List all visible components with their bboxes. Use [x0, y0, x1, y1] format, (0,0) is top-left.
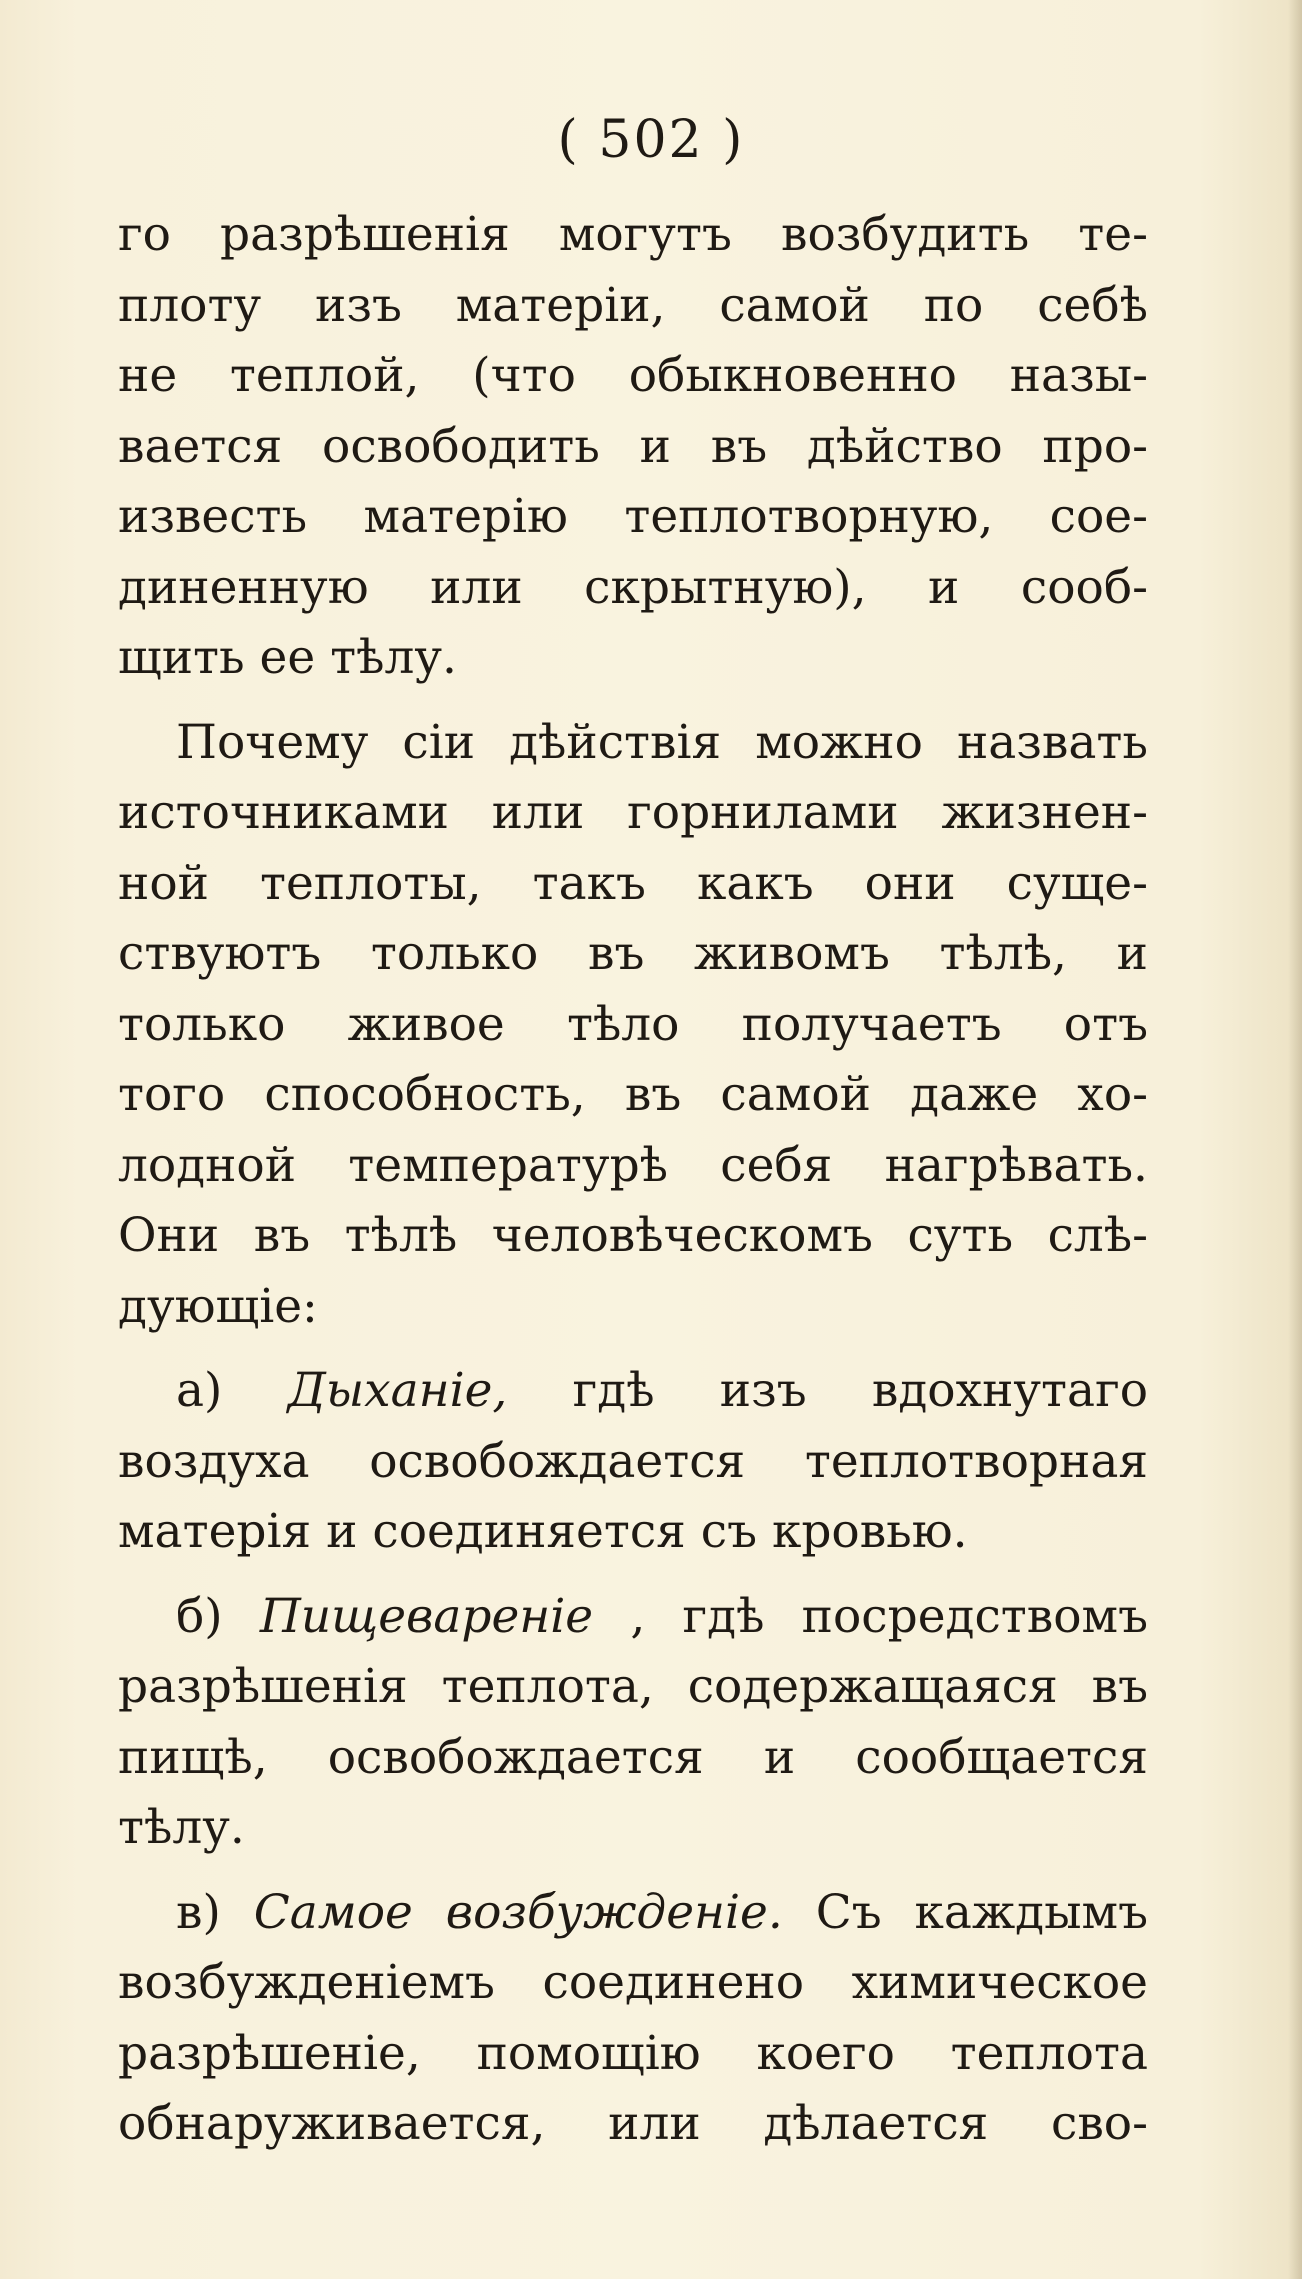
term-samoe-vozbuzhdenie: Самое возбужденіе.	[253, 1884, 783, 1940]
text-line-11: ствуютъ только въ живомъ тѣлѣ, и	[118, 926, 1148, 981]
list-marker-a: а)	[176, 1363, 223, 1418]
text-line-26: разрѣшеніе, помощію коего теплота	[118, 2025, 1148, 2081]
list-marker-c: в)	[176, 1884, 221, 1940]
text-line-3: не теплой, (что обыкновенно назы-	[118, 348, 1148, 403]
term-dykhanie: Дыханіе,	[287, 1363, 508, 1418]
text-line-5: известь матерію теплотворную, сое-	[118, 489, 1148, 544]
paragraph-gap	[118, 694, 1148, 708]
term-pishchevarenie: Пищевареніе	[259, 1588, 594, 1644]
text-line-2: плоту изъ матеріи, самой по себѣ	[118, 277, 1148, 333]
paragraph-gap	[118, 1568, 1148, 1582]
text-line-25: возбужденіемъ соединено химическое	[118, 1955, 1148, 2010]
text-line-14: лодной температурѣ себя нагрѣвать.	[118, 1137, 1148, 1193]
list-item-b	[118, 1582, 1148, 1653]
body-text	[118, 200, 1148, 2160]
text-line-18: воздуха освобождается теплотворная	[118, 1433, 1148, 1489]
text-line-27: обнаруживается, или дѣлается сво-	[118, 2096, 1148, 2151]
list-item-b-text: , гдѣ посредствомъ	[630, 1588, 1148, 1644]
text-line-9: источниками или горнилами жизнен-	[118, 785, 1148, 840]
text-line-13: того способность, въ самой даже хо-	[118, 1067, 1148, 1122]
list-item-a	[118, 1356, 1148, 1427]
text-line-8: Почему сіи дѣйствія можно назвать	[176, 714, 1148, 770]
list-marker-b: б)	[176, 1588, 223, 1644]
list-item-a-text: гдѣ изъ вдохнутаго	[572, 1363, 1148, 1418]
text-line-23: тѣлу.	[118, 1800, 245, 1855]
list-item-c	[118, 1878, 1148, 1949]
paragraph-gap	[118, 1342, 1148, 1356]
text-line-15: Они въ тѣлѣ человѣческомъ суть слѣ-	[118, 1208, 1148, 1263]
list-item-c-text: Съ каждымъ	[815, 1884, 1148, 1940]
page-edge-shadow	[1288, 0, 1302, 2279]
paragraph-gap	[118, 1864, 1148, 1878]
text-line-6: диненную или скрытную), и сооб-	[118, 559, 1148, 615]
text-line-1: го разрѣшенія могутъ возбудить те-	[118, 207, 1148, 262]
text-line-22: пищѣ, освобождается и сообщается	[118, 1729, 1148, 1785]
text-line-12: только живое тѣло получаетъ отъ	[118, 996, 1148, 1052]
text-line-16: дующіе:	[118, 1278, 318, 1334]
text-line-7: щить ее тѣлу.	[118, 630, 457, 685]
text-line-10: ной теплоты, такъ какъ они суще-	[118, 855, 1148, 911]
text-line-21: разрѣшенія теплота, содержащаяся въ	[118, 1659, 1148, 1714]
text-line-4: вается освободить и въ дѣйство про-	[118, 418, 1148, 474]
text-line-19: матерія и соединяется съ кровью.	[118, 1504, 968, 1559]
page-number: ( 502 )	[557, 110, 745, 170]
